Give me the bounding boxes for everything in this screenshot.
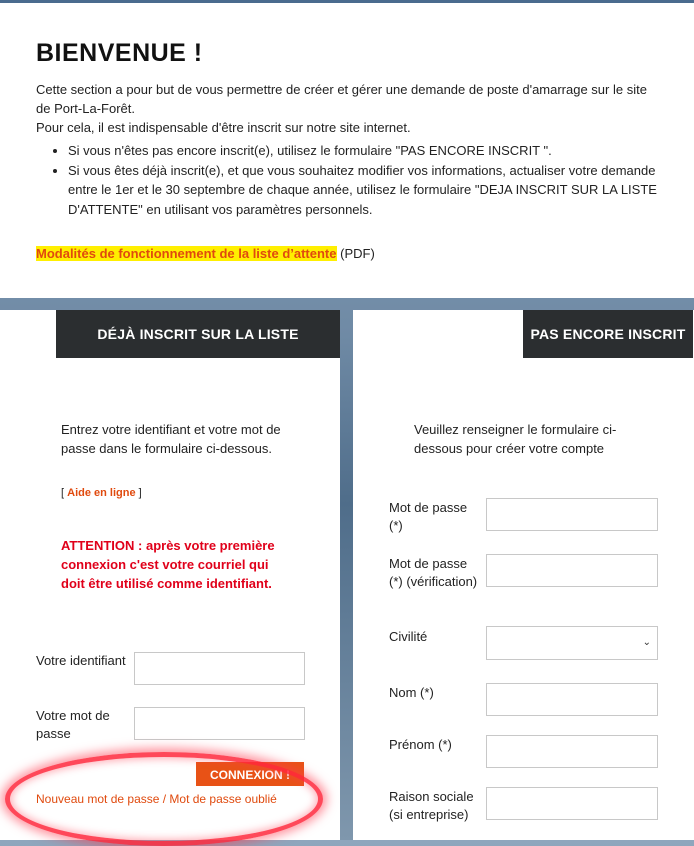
intro-bullet-list xyxy=(36,141,658,219)
modalites-pdf-link[interactable]: Modalités de fonctionnement de la liste d’attente xyxy=(36,246,337,261)
chevron-down-icon: ⌄ xyxy=(642,637,651,648)
register-description: Veuillez renseigner le formulaire ci-dessous pour créer votre compte xyxy=(414,422,617,456)
nom-label: Nom (*) xyxy=(389,685,434,700)
prenom-label: Prénom (*) xyxy=(389,737,452,752)
register-password-label: Mot de passe (*) xyxy=(389,500,468,533)
password-input[interactable] xyxy=(134,707,305,740)
intro-bullet-registered: • Si vous êtes déjà inscrit(e), et que vous souhaitez modifier vos informations, actualiser votre demande entre le 1er et le 30 septembre de chaque année, utilisez le formulaire "DEJA INSCRIT SUR LA LISTE D'ATTENTE" en utilisant vos paramètres personnels. xyxy=(68,161,658,220)
identifiant-input[interactable] xyxy=(134,652,305,685)
intro-paragraph-1: Cette section a pour but de vous permettre de créer et gérer une demande de poste d'amarrage sur le site de Port-La-Forêt. xyxy=(36,82,647,116)
forgot-password-link[interactable]: Nouveau mot de passe / Mot de passe oublié xyxy=(36,792,277,806)
connexion-button[interactable]: CONNEXION ! xyxy=(196,762,304,786)
help-online-link[interactable]: Aide en ligne xyxy=(67,487,136,499)
help-bracket-open: [ xyxy=(61,487,68,499)
raison-sociale-label: Raison sociale (si entreprise) xyxy=(389,789,474,822)
raison-sociale-input[interactable] xyxy=(486,787,658,820)
modalites-pdf-suffix: (PDF) xyxy=(336,246,375,261)
intro-bullet-not-registered: • Si vous n'êtes pas encore inscrit(e), utilisez le formulaire "PAS ENCORE INSCRIT ". xyxy=(68,141,658,161)
nom-input[interactable] xyxy=(486,683,658,716)
identifiant-label: Votre identifiant xyxy=(36,653,126,668)
civilite-label: Civilité xyxy=(389,629,428,644)
civilite-select[interactable] xyxy=(486,626,658,660)
register-password-input[interactable] xyxy=(486,498,658,531)
modalites-line xyxy=(36,246,658,261)
login-panel xyxy=(0,310,340,840)
intro-paragraph-2: Pour cela, il est indispensable d'être inscrit sur notre site internet. xyxy=(36,120,411,135)
password-label: Votre mot de passe xyxy=(36,708,110,741)
register-password-confirm-input[interactable] xyxy=(486,554,658,587)
intro-section xyxy=(0,3,694,298)
tab-pas-encore-inscrit[interactable]: PAS ENCORE INSCRIT xyxy=(523,310,693,358)
login-description: Entrez votre identifiant et votre mot de passe dans le formulaire ci-dessous. xyxy=(61,422,281,456)
prenom-input[interactable] xyxy=(486,735,658,768)
login-warning: ATTENTION : après votre première connexion c'est votre courriel qui doit être utilisé comme identifiant. xyxy=(61,538,275,591)
help-bracket-close: ] xyxy=(135,487,142,499)
register-panel xyxy=(353,310,694,840)
tab-deja-inscrit[interactable]: DÉJÀ INSCRIT SUR LA LISTE D'ATTENTE xyxy=(56,310,340,358)
page-title: BIENVENUE ! xyxy=(36,39,203,67)
register-password-confirm-label: Mot de passe (*) (vérification) xyxy=(389,556,478,589)
help-line xyxy=(61,487,142,499)
